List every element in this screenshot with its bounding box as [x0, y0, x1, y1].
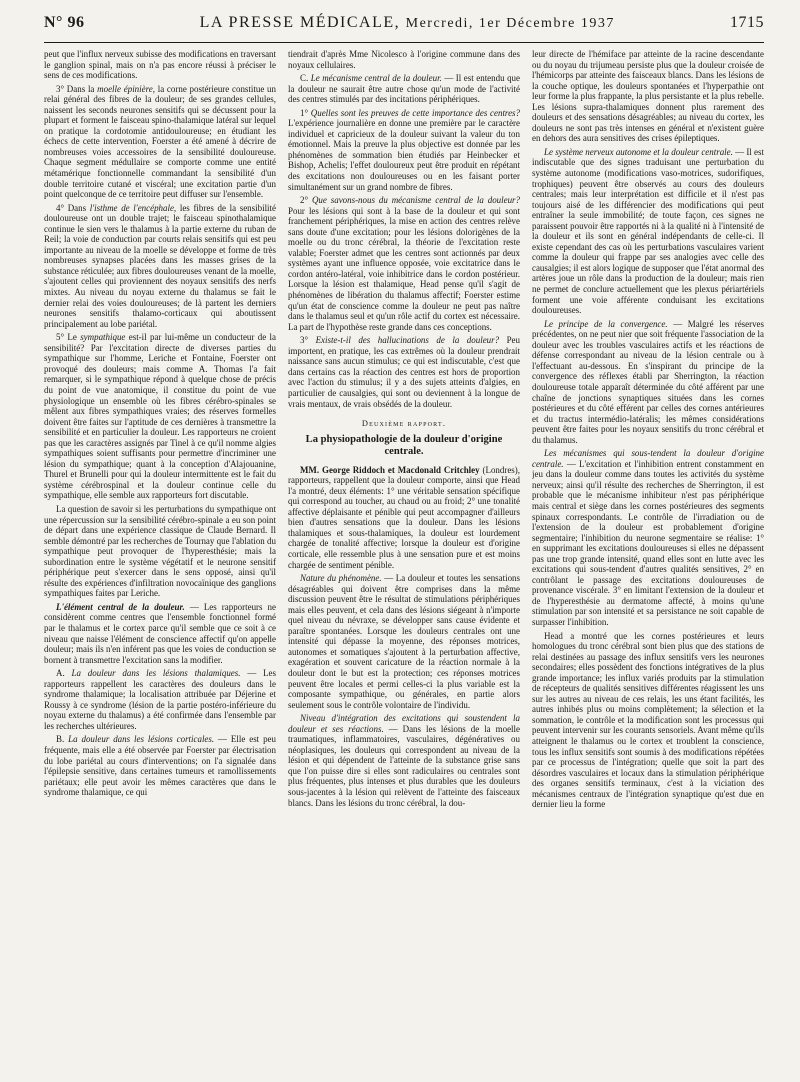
- paragraph: Le principe de la convergence. — Malgré les réserves précédentes, on ne peut nier que soit fréquente l'association de la douleur avec les troubles vasculaires actifs et les réactions de défense correspondant au niveau de la lésion centrale ou à l'effectuant au-dessous. En s'inspirant du principe de la convergence des réflexes établi par Sherrington, la réaction douloureuse totale apparaît déterminée du côté afférent par une chaîne de jonctions synaptiques situées dans les cornes postérieures et du côté efférent par celles des cornes antérieures et du tractus intermédio-latéralis; les mêmes considérations peuvent être faites pour les noyaux sensitifs du tronc cérébral et du thalamus.: [532, 318, 764, 445]
- paragraph: Niveau d'intégration des excitations qui soustendent la douleur et ses réactions. — Dans les lésions de la moelle traumatiques, inflammatoires, vasculaires, dégénératives ou néoplasiques, les douleurs qui correspondent au niveau de la lésion et qui dépendent de l'atteinte de la substance grise sans que l'on puisse dire si elles sont radiculaires ou centrales sont plus fréquentes, plus intenses et plus durables que les douleurs sous-jacentes à la lésion qui relèvent de l'atteinte des faisceaux blancs. Dans les lésions du tronc cérébral, la dou-: [288, 713, 520, 808]
- column-3: [532, 49, 764, 1064]
- dateline: Mercredi, 1er Décembre 1937: [405, 16, 615, 31]
- paragraph: C. Le mécanisme central de la douleur. — Il est entendu que la douleur ne saurait être autre chose qu'un mode de l'activité des centres stimulés par des incitations périphériques.: [288, 73, 520, 105]
- report-title: La physiopathologie de la douleur d'origine centrale.: [305, 433, 503, 458]
- paragraph: 5° Le sympathique est-il par lui-même un conducteur de la sensibilité? Par l'excitation directe de diverses parties du sympathique sur l'homme, Leriche et Fontaine, Foerster ont provoqué des douleurs; mais comme A. Thomas l'a fait remarquer, si le sympathique répond à quelque chose de précis du point de vue anatomique, il constitue du point de vue physiologique un ensemble où les fibres cérébro-spinales se mêlent aux fibres sympathiques vraies; des réserves formelles doivent être faites sur l'aptitude de ces dernières à transmettre la sensibilité et en particulier la douleur. Les rapporteurs ne croient pas que les caractères assignés par Tinel à ce qu'il nomme algies sympathiques soient suffisants pour permettre d'incriminer une lésion du sympathique; quant à la conception d'Alajouanine, Thurel et Brunelli pour qui la douleur intermittente est le fait du système cérébrospinal et la douleur continue celle du sympathique, elle semble aux rapporteurs fort discutable.: [44, 332, 276, 501]
- section-heading: L'élément central de la douleur.: [56, 601, 185, 612]
- paragraph: peut que l'influx nerveux subisse des modifications en traversant le ganglion spinal, mais on n'a pas encore réussi à préciser le sens de ces modifications.: [44, 49, 276, 81]
- journal-title-line: [200, 14, 615, 32]
- paragraph: 1° Quelles sont les preuves de cette importance des centres? L'expérience journalière en donne une première par le caractère individuel et capricieux de la douleur suivant la valeur du ton émotionnel. Mais la preuve la plus objective est donnée par les phénomènes de sommation bien étudiés par Heinbecker et Bishop, Achelis; l'effet douloureux peut être produit en répétant des excitations non douloureuses ou en les faisant porter simultanément sur un grand nombre de fibres.: [288, 107, 520, 192]
- issue-number: N° 96: [44, 14, 85, 31]
- column-2: [288, 49, 520, 1064]
- paragraph: 3° Existe-t-il des hallucinations de la douleur? Peu importent, en pratique, les cas extrêmes où la douleur prendrait naissance sans aucun stimulus; ce qui est indiscutable, c'est que dans certains cas la réaction des centres est hors de proportion avec l'action du stimulus; il y a des sujets atteints d'algies, en particulier de causalgies, qui sont ou deviennent à la longue de vrais mentaux, de vrais obsédés de la douleur.: [288, 335, 520, 409]
- paragraph: La question de savoir si les perturbations du sympathique ont une répercussion sur la sensibilité cérébro-spinale a eu son point de départ dans une expérience classique de Claude Bernard. Il semble démontré par les recherches de Tournay que l'ablation du sympathique peut provoquer de l'hyperesthésie; mais la subordination entre le système végétatif et le neurone sensitif périphérique peut s'exercer dans le sens opposé, ainsi qu'il résulte des expériences d'infiltration novocaïnique des ganglions sympathiques faites par Leriche.: [44, 503, 276, 599]
- section-paragraph: L'élément central de la douleur. — Les rapporteurs ne considèrent comme centres que l'ensemble fonctionnel formé par le thalamus et le cortex parce qu'il semble que ce soit à ce niveau que naisse l'élément de conscience affectif qu'on appelle douleur; mais ils n'en inférent pas que les voies de conduction se bornent à transmettre l'excitation sans la modifier.: [44, 601, 276, 665]
- paragraph: Les mécanismes qui sous-tendent la douleur d'origine centrale. — L'excitation et l'inhibition entrent constamment en jeu dans la douleur comme dans toutes les activités du système nerveux; ainsi qu'il résulte des recherches de Sherrington, il est probable que le mécanisme inhibiteur n'est pas périphérique mais central et siège dans les cornes postérieures des segments spinaux correspondants. Le contrôle de l'irradiation ou de l'extension de la douleur est probablement d'origine segmentaire; l'inhibition du neurone segmentaire se réalise: 1° en supprimant les excitations douloureuses si elles ne dépassent pas une trop grande intensité, quand elles sont en lutte avec les excitations qui sous-tendent d'autres qualités sensitives, 2° en contrôlant le passage des excitations douloureuses de provenance viscérale. 3° en limitant l'extension de la douleur et de l'hyperesthésie au dermatome affecté, à moins qu'une stimulation par son intensité et sa persistance ne soit capable de surpasser l'inhibition.: [532, 448, 764, 627]
- paragraph: B. La douleur dans les lésions corticales. — Elle est peu fréquente, mais elle a été observée par Foerster par électrisation du lobe pariétal au cours d'interventions; on l'a signalée dans l'épilepsie sensitive, dans certaines tumeurs et ramollissements pariétaux; elle peut avoir les mêmes caractères que dans le syndrome thalamique, ce qui: [44, 734, 276, 798]
- paragraph: 3° Dans la moelle épinière, la corne postérieure constitue un relai général des fibres de la douleur; de ses grandes cellules, naissent les seconds neurones sensitifs qui se décussent pour la plupart et forment le faisceau spino-thalamique latéral sur lequel on pratique la cordotomie antidouloureuse; en étudiant les échecs de cette intervention, Foerster a été amené à décrire de nombreuses voies accessoires de la sensibilité douloureuse. Chaque segment médullaire se comporte comme une entité métamérique fonctionnelle commandant la sensibilité d'un double territoire cutané et viscéral; une excitation partie d'un point quelconque de ce territoire peut diffuser sur l'ensemble.: [44, 83, 276, 200]
- paragraph: A. La douleur dans les lésions thalamiques. — Les rapporteurs rappellent les caractères des douleurs dans le syndrome thalamique; la localisation attribuée par Déjerine et Roussy à ce syndrome (lésion de la partie postéro-inférieure du noyau externe du thalamus) a été confirmée dans l'ensemble par les recherches ultérieures.: [44, 668, 276, 731]
- paragraph: 4° Dans l'isthme de l'encéphale, les fibres de la sensibilité douloureuse ont un double trajet; le faisceau spinothalamique continue le sien vers le thalamus à la partie externe du ruban de Reil; la voie de conduction par courts relais sensitifs qui est peu importante au niveau de la moelle se développe et forme de très nombreuses synapses placées dans les masses grises de la substance réticulée; aux fibres douloureuses venant de la moelle, s'ajoutent celles qui proviennent des noyaux sensitifs des nerfs mixtes. Au niveau du noyau externe du thalamus se fait le dernier relai des voies douloureuses; de là partent les derniers neurones sensitifs thalamo-corticaux qui aboutissent principalement au lobe pariétal.: [44, 202, 276, 329]
- paragraph: tiendrait d'après Mme Nicolesco à l'origine commune dans des noyaux cellulaires.: [288, 49, 520, 70]
- paragraph: 2° Que savons-nous du mécanisme central de la douleur? Pour les lésions qui sont à la base de la douleur et qui sont franchement périphériques, la mise en action des centres relève sans doute d'une excitation; pour les lésions dolorigènes de la moelle ou du tronc cérébral, la théorie de l'excitation reste valable; Foerster admet que les centres sont actionnés par deux systèmes ayant une influence opposée, voie excitatrice dans le cordon antéro-latéral, voie inhibitrice dans le cordon postérieur. Lorsque la lésion est thalamique, Head pense qu'il s'agit de phénomènes de libération du thalamus affectif; Foerster estime qu'un état de conscience comme la douleur ne peut pas naître dans le thalamus seul et qu'un rôle actif du cortex est nécessaire. La part de l'hypothèse reste grande dans ces conceptions.: [288, 195, 520, 332]
- journal-name: LA PRESSE MÉDICALE,: [199, 14, 401, 31]
- paragraph: Nature du phénomène. — La douleur et toutes les sensations désagréables qui doivent être comprises dans la même discussion peuvent être le résultat de stimulations périphériques mais elles peuvent, et cela dans des lésions siégeant à n'importe quel niveau du névraxe, se développer sans cause évidente et paraître spontanées. Lorsque les douleurs centrales ont une intensité qui dépasse la moyenne, des réponses motrices, autonomes et somatiques s'ajoutent à la perturbation affective, exagération et souvent caricature de la réaction normale à la douleur dont le but est la protection; ces réponses motrices peuvent être locales et permi celles-ci la plus variable est la composante sympathique, ou générales, en partie alors seulement sous le contrôle volontaire de l'individu.: [288, 573, 520, 710]
- paragraph: Head a montré que les cornes postérieures et leurs homologues du tronc cérébral sont bien plus que des stations de relai destinées au passage des influx sensitifs vers les neurones secondaires; elles possèdent des fonctions intégratives de la plus grande importance; les influx variés produits par la stimulation de récepteurs de qualités sensitives différentes réagissent les uns sur les autres au niveau de ces relais, les uns étant facilités, les autres inhibés plus ou moins complètement; la sélection et la sommation, le contrôle et la modification sont les processus qui peuvent intervenir sur les courants sensoriels. Avant même qu'ils atteignent le thalamus ou le cortex et troublent la conscience, tous les influx sensitifs sont soumis à des modifications répétées par ce processus de l'intégration; quelle que soit la part des désordres vasculaires et locaux dans la stimulation périphérique des organes sensitifs terminaux, c'est à la viciation des mécanismes centraux de l'intégration synaptique qu'est due en dernier lieu la forme: [532, 630, 764, 810]
- paragraph: MM. George Riddoch et Macdonald Critchley (Londres), rapporteurs, rappellent que la douleur comporte, ainsi que Head l'a montré, deux éléments: 1° une véritable sensation spécifique qui correspond au toucher, au chaud ou au froid; 2° une tonalité affective déplaisante et pénible qui peut accompagner d'ailleurs bien d'autres sensations que la douleur. Dans les lésions thalamiques et sous-thalamiques, la douleur est lourdement chargée de tonalité affective; lorsque la douleur est d'origine corticale, elle ressemble plus à une sensation pure et est moins chargée de sentiment pénible.: [288, 464, 520, 570]
- page-header: [44, 14, 764, 36]
- report-label: Deuxième rapport.: [361, 419, 447, 429]
- column-1: [44, 49, 276, 1064]
- paragraph: leur directe de l'hémiface par atteinte de la racine descendante ou du noyau du trijumeau persiste plus que la douleur croisée de l'hémicorps par atteinte des faisceaux blancs. Dans les lésions de la couche optique, les douleurs spontanées et l'hyperpathie ont leur forme la plus frappante, la plus persistante et la plus rebelle. Les lésions supra-thalamiques donnent plus rarement des douleurs et des sensations désagréables; au niveau du cortex, les douleurs ne sont pas très intenses en général et n'existent guère en dehors des aura sensitives des crises épileptiques.: [532, 49, 764, 144]
- header-rule: [44, 42, 764, 43]
- text-columns: [44, 49, 764, 1064]
- authors: MM. George Riddoch et Macdonald Critchley: [300, 464, 480, 475]
- paragraph: Le système nerveux autonome et la douleur centrale. — Il est indiscutable que des signes traduisant une perturbation du système autonome (modifications vaso-motrices, sudorifiques, trophiques) peuvent être observés au cours des douleurs centrales; mais leur interprétation est difficile et il n'est pas toujours aisé de les différencier des modifications qui peut entraîner la seule immobilité; de toute façon, ces signes ne paraissent pouvoir être rapportés ni à la qualité ni à l'intensité de la douleur et ils sont en général indépendants de celle-ci. Il existe cependant des cas où les perturbations vasculaires varient comme la douleur qui frappe par ses analogies avec celle des causalgies; il est alors logique de supposer que l'état anormal des artères joue un rôle dans la production de la douleur; mais rien ne permet de conclure actuellement que les plexus périartériels forment une voie afférente conduisant les excitations douloureuses.: [532, 146, 764, 316]
- page-number: 1715: [729, 14, 764, 31]
